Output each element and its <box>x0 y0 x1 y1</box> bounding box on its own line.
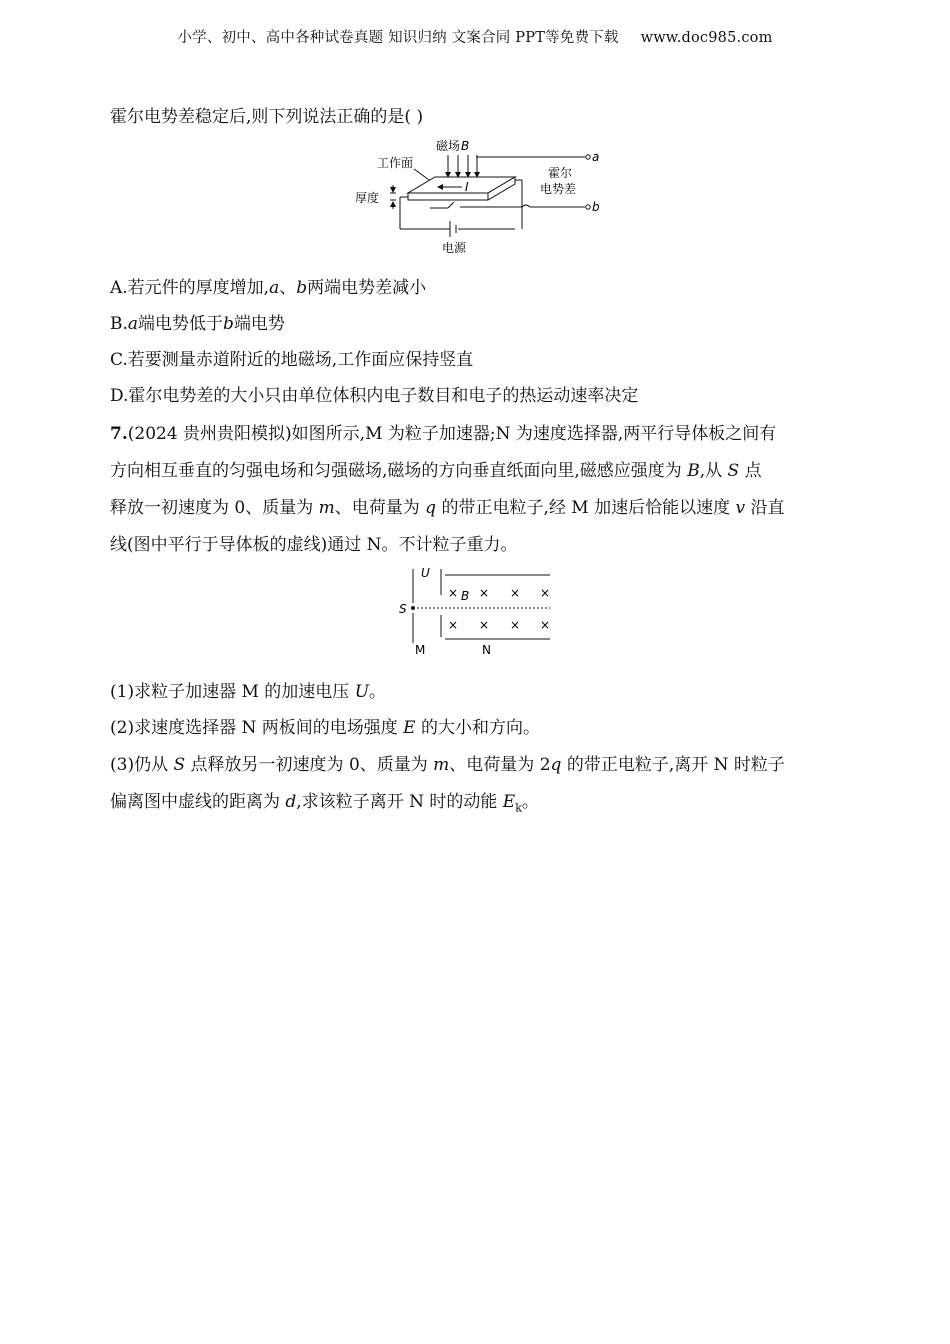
q7-line-4: 线(图中平行于导体板的虚线)通过 N。不计粒子重力。 <box>110 535 518 555</box>
option-c: C.若要测量赤道附近的地磁场,工作面应保持竖直 <box>110 350 474 370</box>
label-S: S <box>399 602 407 616</box>
option-d: D.霍尔电势差的大小只由单位体积内电子数目和电子的热运动速率决定 <box>110 386 639 406</box>
option-b: B.a端电势低于b端电势 <box>110 314 285 334</box>
q7-sub-3-line-1: (3)仍从 S 点释放另一初速度为 0、质量为 m、电荷量为 2q 的带正电粒子,离开 N 时粒子 <box>110 755 785 775</box>
label-current: I <box>465 180 469 194</box>
label-field-symbol: B <box>461 139 470 153</box>
label-thickness: 厚度 <box>355 191 380 205</box>
label-B: B <box>461 589 470 603</box>
velocity-selector-figure <box>395 565 560 660</box>
label-a: a <box>592 150 600 164</box>
q7-line-1: 7.(2024 贵州贵阳模拟)如图所示,M 为粒子加速器;N 为速度选择器,两平行导体板之间有 <box>110 424 777 444</box>
header-url[interactable]: www.doc985.com <box>640 30 773 46</box>
hall-effect-figure <box>350 135 610 260</box>
cross-1: × <box>448 586 459 600</box>
label-work-face: 工作面 <box>377 156 414 170</box>
label-U: U <box>421 566 430 580</box>
label-hall-2: 电势差 <box>540 182 577 196</box>
label-source: 电源 <box>442 241 467 255</box>
label-b: b <box>592 200 600 214</box>
cross-8: × <box>540 618 551 632</box>
option-a: A.若元件的厚度增加,a、b两端电势差减小 <box>110 278 427 298</box>
q7-number: 7. <box>110 424 128 444</box>
q7-line-3: 释放一初速度为 0、质量为 m、电荷量为 q 的带正电粒子,经 M 加速后恰能以速度 v 沿直 <box>110 498 785 518</box>
cross-3: × <box>510 586 521 600</box>
q6-stem: 霍尔电势差稳定后,则下列说法正确的是( ) <box>110 107 424 127</box>
page-header <box>0 26 950 47</box>
label-M: M <box>415 643 426 657</box>
header-site-text: 小学、初中、高中各种试卷真题 知识归纳 文案合同 PPT等免费下载 <box>177 30 619 46</box>
q7-sub-3-line-2: 偏离图中虚线的距离为 d,求该粒子离开 N 时的动能 $E_k$。 <box>110 792 539 815</box>
cross-7: × <box>510 618 521 632</box>
cross-6: × <box>479 618 490 632</box>
q7-sub-2: (2)求速度选择器 N 两板间的电场强度 E 的大小和方向。 <box>110 718 540 738</box>
label-N: N <box>482 643 491 657</box>
label-field: 磁场 <box>436 139 461 153</box>
label-hall-1: 霍尔 <box>548 166 573 180</box>
cross-4: × <box>540 586 551 600</box>
cross-2: × <box>479 586 490 600</box>
q7-sub-1: (1)求粒子加速器 M 的加速电压 U。 <box>110 682 387 702</box>
cross-5: × <box>448 618 459 632</box>
q7-line-2: 方向相互垂直的匀强电场和匀强磁场,磁场的方向垂直纸面向里,磁感应强度为 B,从 S 点 <box>110 461 762 481</box>
